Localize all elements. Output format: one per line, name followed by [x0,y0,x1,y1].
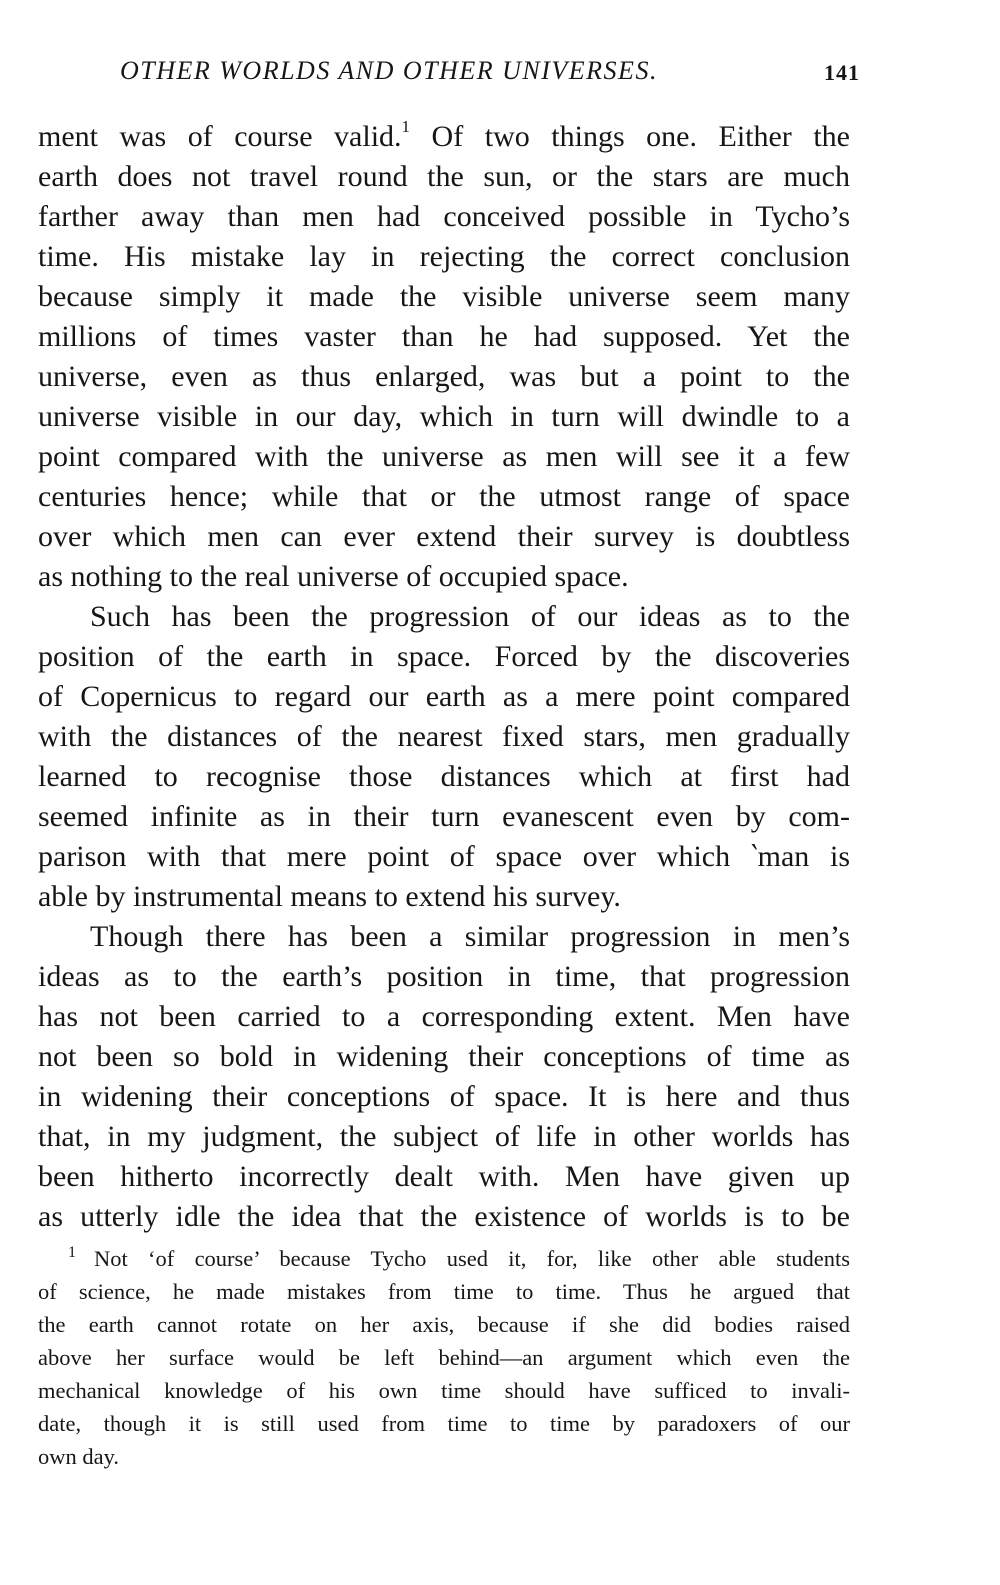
footnote-line: above her surface would be left behind—an argument which even the [38,1345,850,1370]
footnote-line: mechanical knowledge of his own time should have sufficed to invali- [38,1378,850,1403]
text-line: learned to recognise those distances which at first had [38,760,850,793]
text-line: point compared with the universe as men will see it a few [38,440,850,473]
text-line: ideas as to the earth’s position in time, that progression [38,960,850,993]
text-line: position of the earth in space. Forced by the discoveries [38,640,850,673]
footnote-mark: 1 [68,1244,76,1261]
text-line: because simply it made the visible universe seem many [38,280,850,313]
running-header [120,56,860,90]
footnote-reference: 1 [401,117,411,136]
text-line: universe visible in our day, which in turn will dwindle to a [38,400,850,433]
text-line: that, in my judgment, the subject of life in other worlds has [38,1120,850,1153]
text-line: as nothing to the real universe of occupied space. [38,560,629,593]
footnote-line: the earth cannot rotate on her axis, because if she did bodies raised [38,1312,850,1337]
footnote-line: own day. [38,1444,120,1469]
text-line: millions of times vaster than he had supposed. Yet the [38,320,850,353]
main-text [38,117,850,1237]
text-line: universe, even as thus enlarged, was but a point to the [38,360,850,393]
footnote-line: Not ‘of course’ because Tycho used it, for, like other able students [94,1246,850,1271]
text-line-segment: Of two things one. Either the [410,120,850,153]
text-line: Such has been the progression of our ideas as to the [90,600,850,633]
footnote-line: of science, he made mistakes from time to time. Thus he argued that [38,1279,850,1304]
text-line: time. His mistake lay in rejecting the correct conclusion [38,240,850,273]
running-title: OTHER WORLDS AND OTHER UNIVERSES. [120,56,658,85]
text-line: as utterly idle the idea that the existence of worlds is to be [38,1200,850,1233]
text-line-segment: ment was of course valid. [38,120,402,153]
text-line: farther away than men had conceived possible in Tycho’s [38,200,850,233]
text-line: Though there has been a similar progression in men’s [90,920,850,953]
text-line: in widening their conceptions of space. It is here and thus [38,1080,850,1113]
text-line: parison with that mere point of space over which ‵man is [38,840,850,873]
text-line: earth does not travel round the sun, or the stars are much [38,160,850,193]
text-line: with the distances of the nearest fixed stars, men gradually [38,720,850,753]
page-number: 141 [824,60,860,85]
text-line: seemed infinite as in their turn evanescent even by com- [38,800,850,833]
text-line: over which men can ever extend their survey is doubtless [38,520,850,553]
text-line: not been so bold in widening their conceptions of time as [38,1040,850,1073]
footnote [38,1242,850,1473]
text-line: has not been carried to a corresponding extent. Men have [38,1000,850,1033]
text-line: of Copernicus to regard our earth as a mere point compared [38,680,850,713]
text-line: centuries hence; while that or the utmost range of space [38,480,850,513]
text-line: able by instrumental means to extend his survey. [38,880,621,913]
text-line: been hitherto incorrectly dealt with. Men have given up [38,1160,850,1193]
footnote-line: date, though it is still used from time to time by paradoxers of our [38,1411,850,1436]
text-line [38,117,850,157]
